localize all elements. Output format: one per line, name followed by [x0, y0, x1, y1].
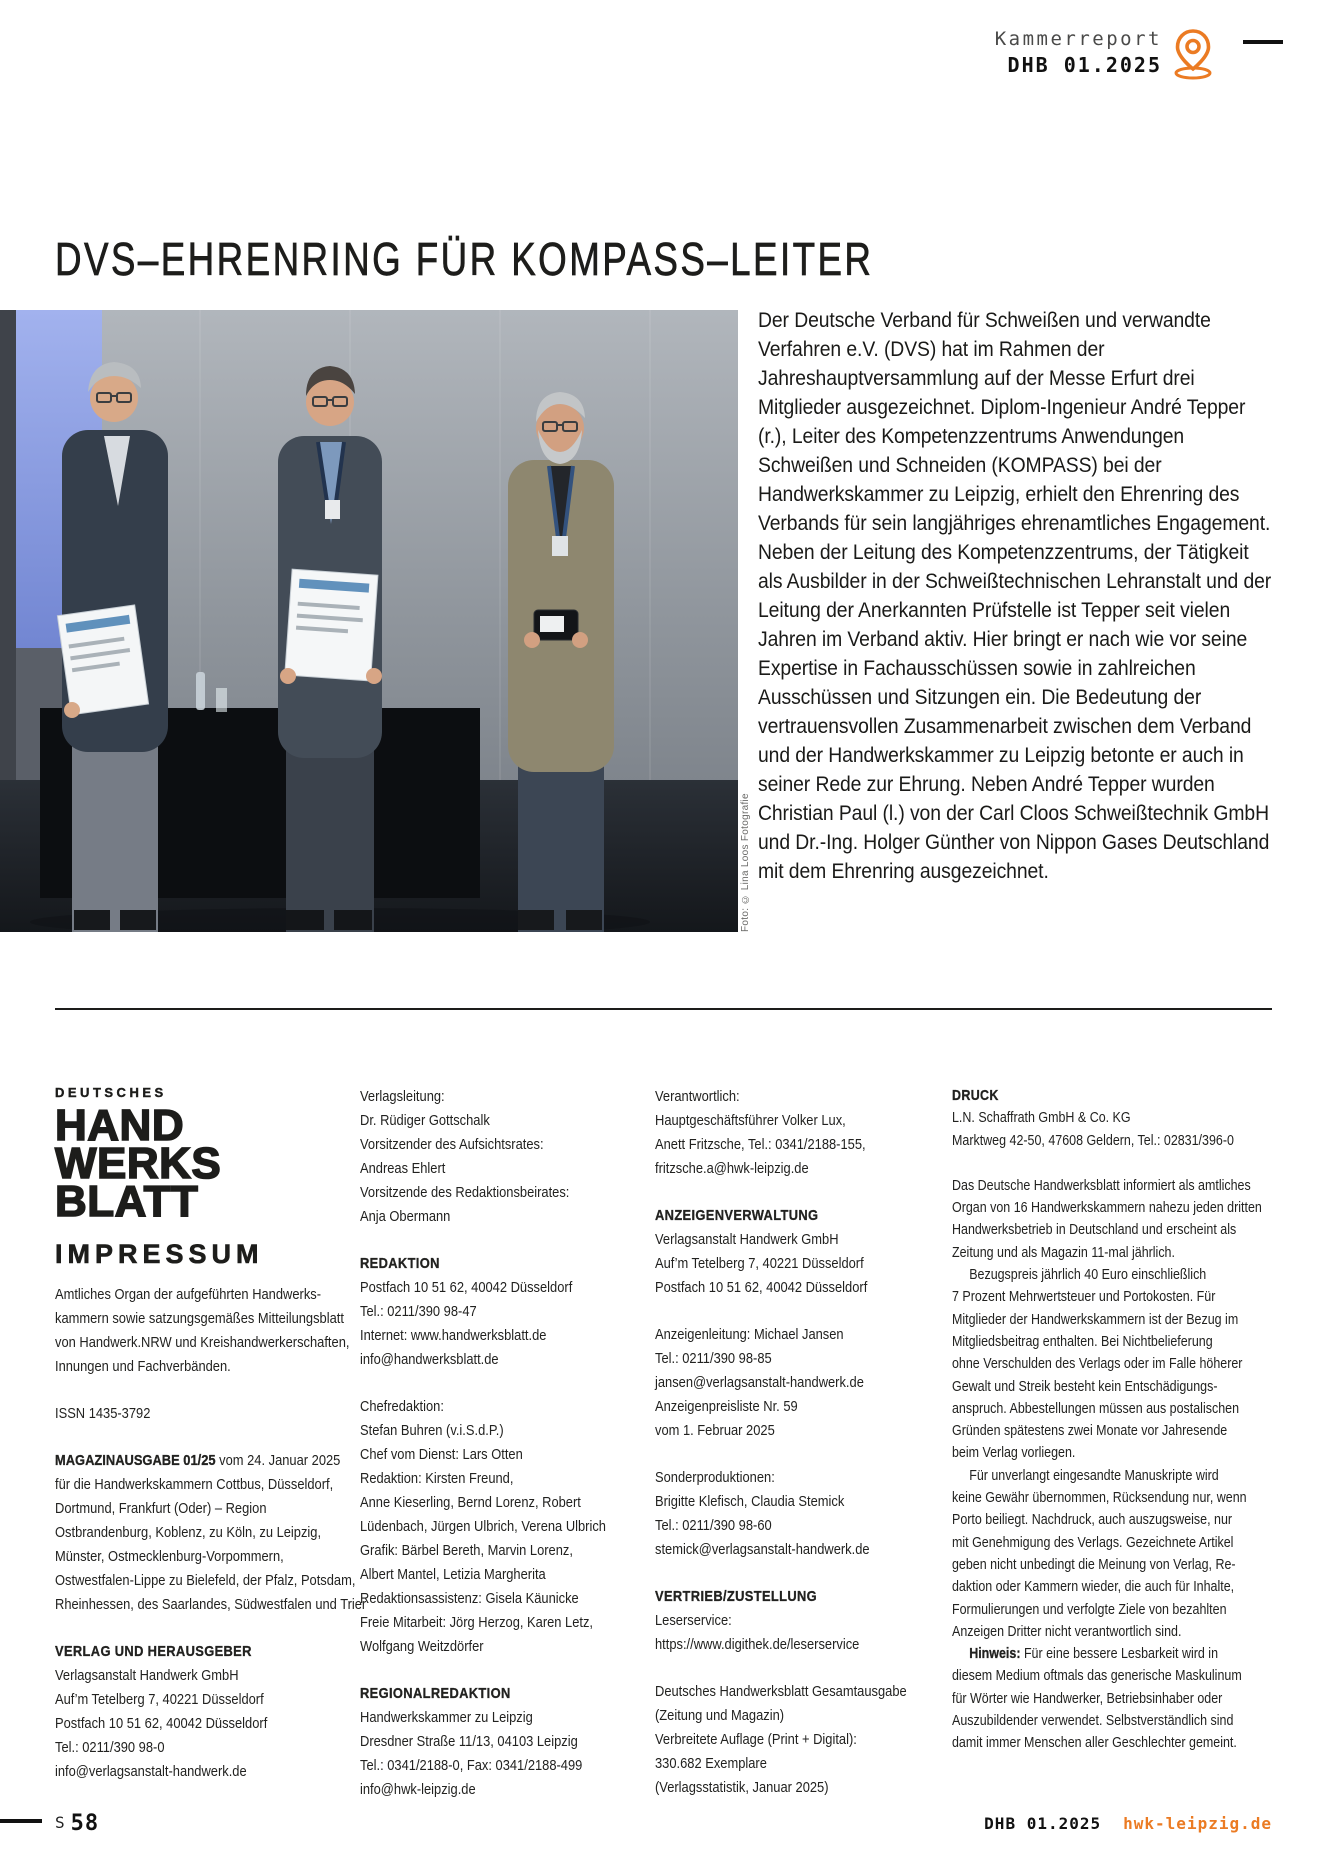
impressum-line: Mitglieder der Handwerkskammern ist der Bezug im — [952, 1311, 1239, 1328]
article-headline: DVS–EHRENRING FÜR KOMPASS–LEITER — [55, 233, 874, 285]
impressum-line: Tel.: 0211/390 98-0 — [55, 1739, 165, 1756]
impressum-line: Anne Kieserling, Bernd Lorenz, Robert — [360, 1494, 581, 1511]
impressum-line: (Zeitung und Magazin) — [655, 1707, 785, 1724]
footer-right — [984, 1814, 1272, 1833]
impressum-heading: ANZEIGENVERWALTUNG — [655, 1207, 819, 1224]
impressum-line: Dortmund, Frankfurt (Oder) – Region — [55, 1500, 267, 1517]
impressum-column-body — [360, 1085, 631, 1802]
photo-credit: Foto: © Lina Loos Fotografie — [740, 793, 751, 932]
impressum-column-4 — [952, 1085, 1271, 1802]
impressum-gap — [360, 1659, 631, 1682]
impressum-line: Gründen spätestens zwei Monate vor Jahresende — [952, 1423, 1228, 1440]
impressum-line: Ostwestfalen-Lippe zu Bielefeld, der Pfalz, Potsdam, — [55, 1572, 356, 1589]
impressum-gap — [655, 1181, 928, 1204]
impressum-line: Auszubildender verwendet. Selbstverständlich sind — [952, 1713, 1234, 1730]
impressum-line: mit Genehmigung des Verlags. Gezeichnete Artikel — [952, 1534, 1234, 1551]
impressum-paragraph — [952, 1107, 1271, 1152]
impressum-line: diesem Medium oftmals das generische Maskulinum — [952, 1668, 1242, 1685]
impressum-paragraph — [55, 1283, 350, 1379]
impressum-line: info@verlagsanstalt-handwerk.de — [55, 1763, 247, 1780]
impressum-line: vom 1. Februar 2025 — [655, 1422, 775, 1439]
impressum-line: Auf’m Tetelberg 7, 40221 Düsseldorf — [655, 1255, 864, 1272]
impressum-line: anspruch. Abbestellungen müssen aus postalischen — [952, 1400, 1240, 1417]
impressum-line: Albert Mantel, Letizia Margherita — [360, 1566, 546, 1583]
footer-rule — [0, 1819, 42, 1823]
impressum-line: Gewalt und Streik besteht kein Entschädigungs- — [952, 1378, 1218, 1395]
impressum-line: Dr. Rüdiger Gottschalk — [360, 1112, 490, 1129]
impressum-paragraph — [655, 1466, 928, 1562]
impressum-gap — [55, 1617, 336, 1640]
impressum-line: Postfach 10 51 62, 40042 Düsseldorf — [655, 1279, 868, 1296]
impressum-line: Vorsitzender des Aufsichtsrates: — [360, 1136, 544, 1153]
impressum-section — [55, 1085, 1295, 1802]
page-number — [55, 1811, 99, 1836]
impressum-heading: REGIONALREDAKTION — [360, 1685, 511, 1702]
impressum-gap — [655, 1562, 928, 1585]
impressum-line: beim Verlag vorliegen. — [952, 1445, 1076, 1462]
impressum-paragraph — [952, 1175, 1271, 1264]
impressum-line: von Handwerk.NRW und Kreishandwerkerschaften, — [55, 1334, 350, 1351]
impressum-line: Postfach 10 51 62, 40042 Düsseldorf — [55, 1715, 268, 1732]
impressum-line: 330.682 Exemplare — [655, 1755, 767, 1772]
impressum-line: Ostbrandenburg, Koblenz, zu Köln, zu Leipzig, — [55, 1524, 322, 1541]
impressum-line: Hauptgeschäftsführer Volker Lux, — [655, 1112, 846, 1129]
impressum-heading: VERTRIEB/ZUSTELLUNG — [655, 1588, 818, 1605]
impressum-line: stemick@verlagsanstalt-handwerk.de — [655, 1541, 870, 1558]
footer-issue: DHB 01.2025 — [984, 1814, 1102, 1833]
impressum-paragraph — [655, 1323, 928, 1443]
impressum-paragraph — [55, 1449, 367, 1617]
impressum-line: Tel.: 0341/2188-0, Fax: 0341/2188-499 — [360, 1757, 583, 1774]
impressum-paragraph — [952, 1465, 1271, 1643]
impressum-line: Redaktion: Kirsten Freund, — [360, 1470, 514, 1487]
impressum-paragraph — [655, 1680, 928, 1800]
impressum-line: Sonderproduktionen: — [655, 1469, 775, 1486]
impressum-line: Verantwortlich: — [655, 1088, 740, 1105]
impressum-gap — [655, 1657, 928, 1680]
impressum-heading: DRUCK — [952, 1088, 999, 1104]
impressum-line: Bezugspreis jährlich 40 Euro einschließlich — [969, 1267, 1207, 1284]
impressum-line: jansen@verlagsanstalt-handwerk.de — [655, 1374, 864, 1391]
section-divider — [55, 1008, 1272, 1010]
impressum-line: Anzeigen Dritter nicht verantwortlich sind. — [952, 1623, 1182, 1640]
impressum-paragraph — [952, 1643, 1271, 1754]
impressum-line: Das Deutsche Handwerksblatt informiert als amtliches — [952, 1177, 1251, 1194]
impressum-line: Anett Fritzsche, Tel.: 0341/2188-155, — [655, 1136, 866, 1153]
impressum-line: Verlagsanstalt Handwerk GmbH — [655, 1231, 839, 1248]
impressum-line: Verlagsanstalt Handwerk GmbH — [55, 1667, 239, 1684]
section-kicker: Kammerreport — [994, 28, 1162, 50]
footer-website: hwk-leipzig.de — [1123, 1814, 1272, 1833]
impressum-line: Verbreitete Auflage (Print + Digital): — [655, 1731, 857, 1748]
impressum-line: kammern sowie satzungsgemäßes Mitteilungsblatt — [55, 1310, 344, 1327]
impressum-line: Rheinhessen, des Saarlandes, Südwestfalen und Trier — [55, 1596, 367, 1613]
impressum-line: Münster, Ostmecklenburg-Vorpommern, — [55, 1548, 284, 1565]
impressum-line: (Verlagsstatistik, Januar 2025) — [655, 1779, 829, 1796]
impressum-line: Handwerksbetrieb in Deutschland und erscheint als — [952, 1222, 1237, 1239]
impressum-gap — [360, 1372, 631, 1395]
location-pin-icon — [1170, 28, 1216, 80]
impressum-line: 7 Prozent Mehrwertsteuer und Portokosten. Für — [952, 1289, 1216, 1306]
impressum-line: Hinweis: Für eine bessere Lesbarkeit wird in — [969, 1646, 1219, 1663]
page-footer — [0, 1806, 1326, 1842]
impressum-column-body — [655, 1085, 928, 1800]
impressum-line: Innungen und Fachverbänden. — [55, 1358, 231, 1375]
logo-word: WERKS — [55, 1139, 222, 1188]
impressum-line: ISSN 1435-3792 — [55, 1405, 151, 1422]
impressum-line: Wolfgang Weitzdörfer — [360, 1638, 484, 1655]
impressum-line: Amtliches Organ der aufgeführten Handwerks- — [55, 1286, 322, 1303]
impressum-line: Tel.: 0211/390 98-60 — [655, 1517, 772, 1534]
impressum-line: Internet: www.handwerksblatt.de — [360, 1327, 547, 1344]
impressum-paragraph — [952, 1264, 1271, 1465]
impressum-line: Chefredaktion: — [360, 1398, 444, 1415]
impressum-paragraph — [360, 1276, 631, 1372]
article-body: Der Deutsche Verband für Schweißen und verwandte Verfahren e.V. (DVS) hat im Rahmen der Jahreshauptversammlung auf der Messe Erfurt drei Mitglieder ausgezeichnet. Diplom-Ingenieur André Tepper (r.), Leiter des Kompetenzzentrums Anwendungen Schweißen und Schneiden (KOMPASS) bei der Handwerkskammer zu Leipzig, erhielt den Ehrenring des Verbands für sein langjähriges ehrenamtliches Engagement. Neben der Leitung des Kompetenzzentrums, der Tätigkeit als Ausbilder in der Schweißtechnischen Lehranstalt und der Leitung der Anerkannten Prüfstelle ist Tepper seit vielen Jahren im Verband aktiv. Hier bringt er nach wie vor seine Expertise in Fachausschüssen sowie in zahlreichen Ausschüssen und Sitzungen ein. Die Bedeutung der vertrauensvollen Zusammenarbeit zwischen dem Verband und der Handwerkskammer zu Leipzig betonte er auch in seiner Rede zur Ehrung. Neben André Tepper wurden Christian Paul (l.) von der Carl Cloos Schweißtechnik GmbH und Dr.-Ing. Holger Günther von Nippon Gases Deutschland mit dem Ehrenring ausgezeichnet. — [758, 308, 1272, 883]
impressum-column-3 — [655, 1085, 928, 1802]
impressum-line: Anzeigenpreisliste Nr. 59 — [655, 1398, 798, 1415]
impressum-gap — [655, 1300, 928, 1323]
impressum-paragraph — [55, 1402, 336, 1426]
impressum-line: Chef vom Dienst: Lars Otten — [360, 1446, 523, 1463]
impressum-line: Brigitte Klefisch, Claudia Stemick — [655, 1493, 845, 1510]
photo-illustration — [0, 310, 738, 932]
impressum-line: Organ von 16 Handwerkskammern nahezu jeden dritten — [952, 1200, 1262, 1217]
article-column — [758, 306, 1278, 886]
impressum-line: Leserservice: — [655, 1612, 732, 1629]
impressum-line: MAGAZINAUSGABE 01/25 vom 24. Januar 2025 — [55, 1452, 341, 1469]
impressum-line: geben nicht unbedingt die Meinung von Verlag, Re- — [952, 1556, 1236, 1573]
logo-kicker: DEUTSCHES — [55, 1085, 167, 1100]
impressum-gap — [952, 1152, 1271, 1175]
handwerksblatt-logo — [55, 1085, 336, 1226]
logo-word: HAND — [55, 1101, 185, 1150]
impressum-line: für Wörter wie Handwerker, Betriebsinhaber oder — [952, 1690, 1223, 1707]
impressum-line: Anja Obermann — [360, 1208, 451, 1225]
impressum-line: Andreas Ehlert — [360, 1160, 446, 1177]
impressum-line: Dresdner Straße 11/13, 04103 Leipzig — [360, 1733, 578, 1750]
article-photo — [0, 310, 738, 932]
page-prefix: S — [55, 1813, 65, 1832]
impressum-column-1 — [55, 1085, 367, 1802]
impressum-line: info@handwerksblatt.de — [360, 1351, 499, 1368]
impressum-paragraph — [55, 1664, 336, 1784]
impressum-gap — [55, 1426, 336, 1449]
impressum-column-body — [55, 1283, 367, 1784]
impressum-line: Redaktionsassistenz: Gisela Käunicke — [360, 1590, 579, 1607]
impressum-paragraph — [360, 1706, 631, 1802]
impressum-paragraph — [655, 1085, 928, 1181]
impressum-column-2 — [360, 1085, 631, 1802]
issue-label: DHB 01.2025 — [1007, 53, 1162, 77]
impressum-line: daktion oder Kammern wieder, die auch für Inhalte, — [952, 1579, 1235, 1596]
impressum-line: Grafik: Bärbel Bereth, Marvin Lorenz, — [360, 1542, 573, 1559]
impressum-line: ohne Verschulden des Verlags oder im Falle höherer — [952, 1356, 1243, 1373]
impressum-line: Zeitung und als Magazin 11-mal jährlich. — [952, 1244, 1175, 1261]
impressum-heading: REDAKTION — [360, 1255, 440, 1272]
impressum-line: Verlagsleitung: — [360, 1088, 445, 1105]
impressum-line: damit immer Menschen aller Geschlechter gemeint. — [952, 1735, 1237, 1752]
impressum-line: keine Gewähr übernommen, Rücksendung nur, wenn — [952, 1490, 1247, 1507]
masthead-rule — [1243, 40, 1283, 44]
impressum-column-body — [952, 1085, 1271, 1755]
page-number-value: 58 — [70, 1811, 100, 1836]
impressum-line: L.N. Schaffrath GmbH & Co. KG — [952, 1110, 1131, 1127]
impressum-gap — [55, 1379, 336, 1402]
impressum-line: Porto beiliegt. Nachdruck, auch auszugsweise, nur — [952, 1512, 1233, 1529]
impressum-line: Für unverlangt eingesandte Manuskripte wird — [969, 1467, 1219, 1484]
impressum-paragraph — [360, 1395, 631, 1659]
impressum-line: Auf’m Tetelberg 7, 40221 Düsseldorf — [55, 1691, 264, 1708]
impressum-line: Tel.: 0211/390 98-47 — [360, 1303, 477, 1320]
impressum-line: Postfach 10 51 62, 40042 Düsseldorf — [360, 1279, 573, 1296]
impressum-line: Lüdenbach, Jürgen Ulbrich, Verena Ulbrich — [360, 1518, 606, 1535]
impressum-line: für die Handwerkskammern Cottbus, Düsseldorf, — [55, 1476, 334, 1493]
impressum-line: Tel.: 0211/390 98-85 — [655, 1350, 772, 1367]
impressum-paragraph — [655, 1228, 928, 1300]
impressum-gap — [360, 1229, 631, 1252]
impressum-line: Marktweg 42-50, 47608 Geldern, Tel.: 02831/396-0 — [952, 1132, 1234, 1149]
impressum-line: Stefan Buhren (v.i.S.d.P.) — [360, 1422, 504, 1439]
impressum-line: fritzsche.a@hwk-leipzig.de — [655, 1160, 809, 1177]
impressum-line: Vorsitzende des Redaktionsbeirates: — [360, 1184, 570, 1201]
impressum-line: Anzeigenleitung: Michael Jansen — [655, 1326, 844, 1343]
impressum-line: https://www.digithek.de/leserservice — [655, 1636, 860, 1653]
impressum-gap — [655, 1443, 928, 1466]
impressum-paragraph — [655, 1609, 928, 1657]
impressum-title: IMPRESSUM — [55, 1239, 264, 1269]
impressum-line: info@hwk-leipzig.de — [360, 1781, 476, 1798]
impressum-line: Freie Mitarbeit: Jörg Herzog, Karen Letz, — [360, 1614, 594, 1631]
impressum-line: Handwerkskammer zu Leipzig — [360, 1709, 533, 1726]
impressum-heading: VERLAG UND HERAUSGEBER — [55, 1643, 252, 1660]
logo-word: BLATT — [55, 1177, 199, 1226]
masthead — [926, 0, 1326, 110]
impressum-paragraph — [360, 1085, 631, 1229]
impressum-line: Deutsches Handwerksblatt Gesamtausgabe — [655, 1683, 907, 1700]
impressum-line: Formulierungen und verfolgte Ziele von bezahlten — [952, 1601, 1227, 1618]
impressum-line: Mitgliedsbeitrag enthalten. Bei Nichtbelieferung — [952, 1333, 1213, 1350]
